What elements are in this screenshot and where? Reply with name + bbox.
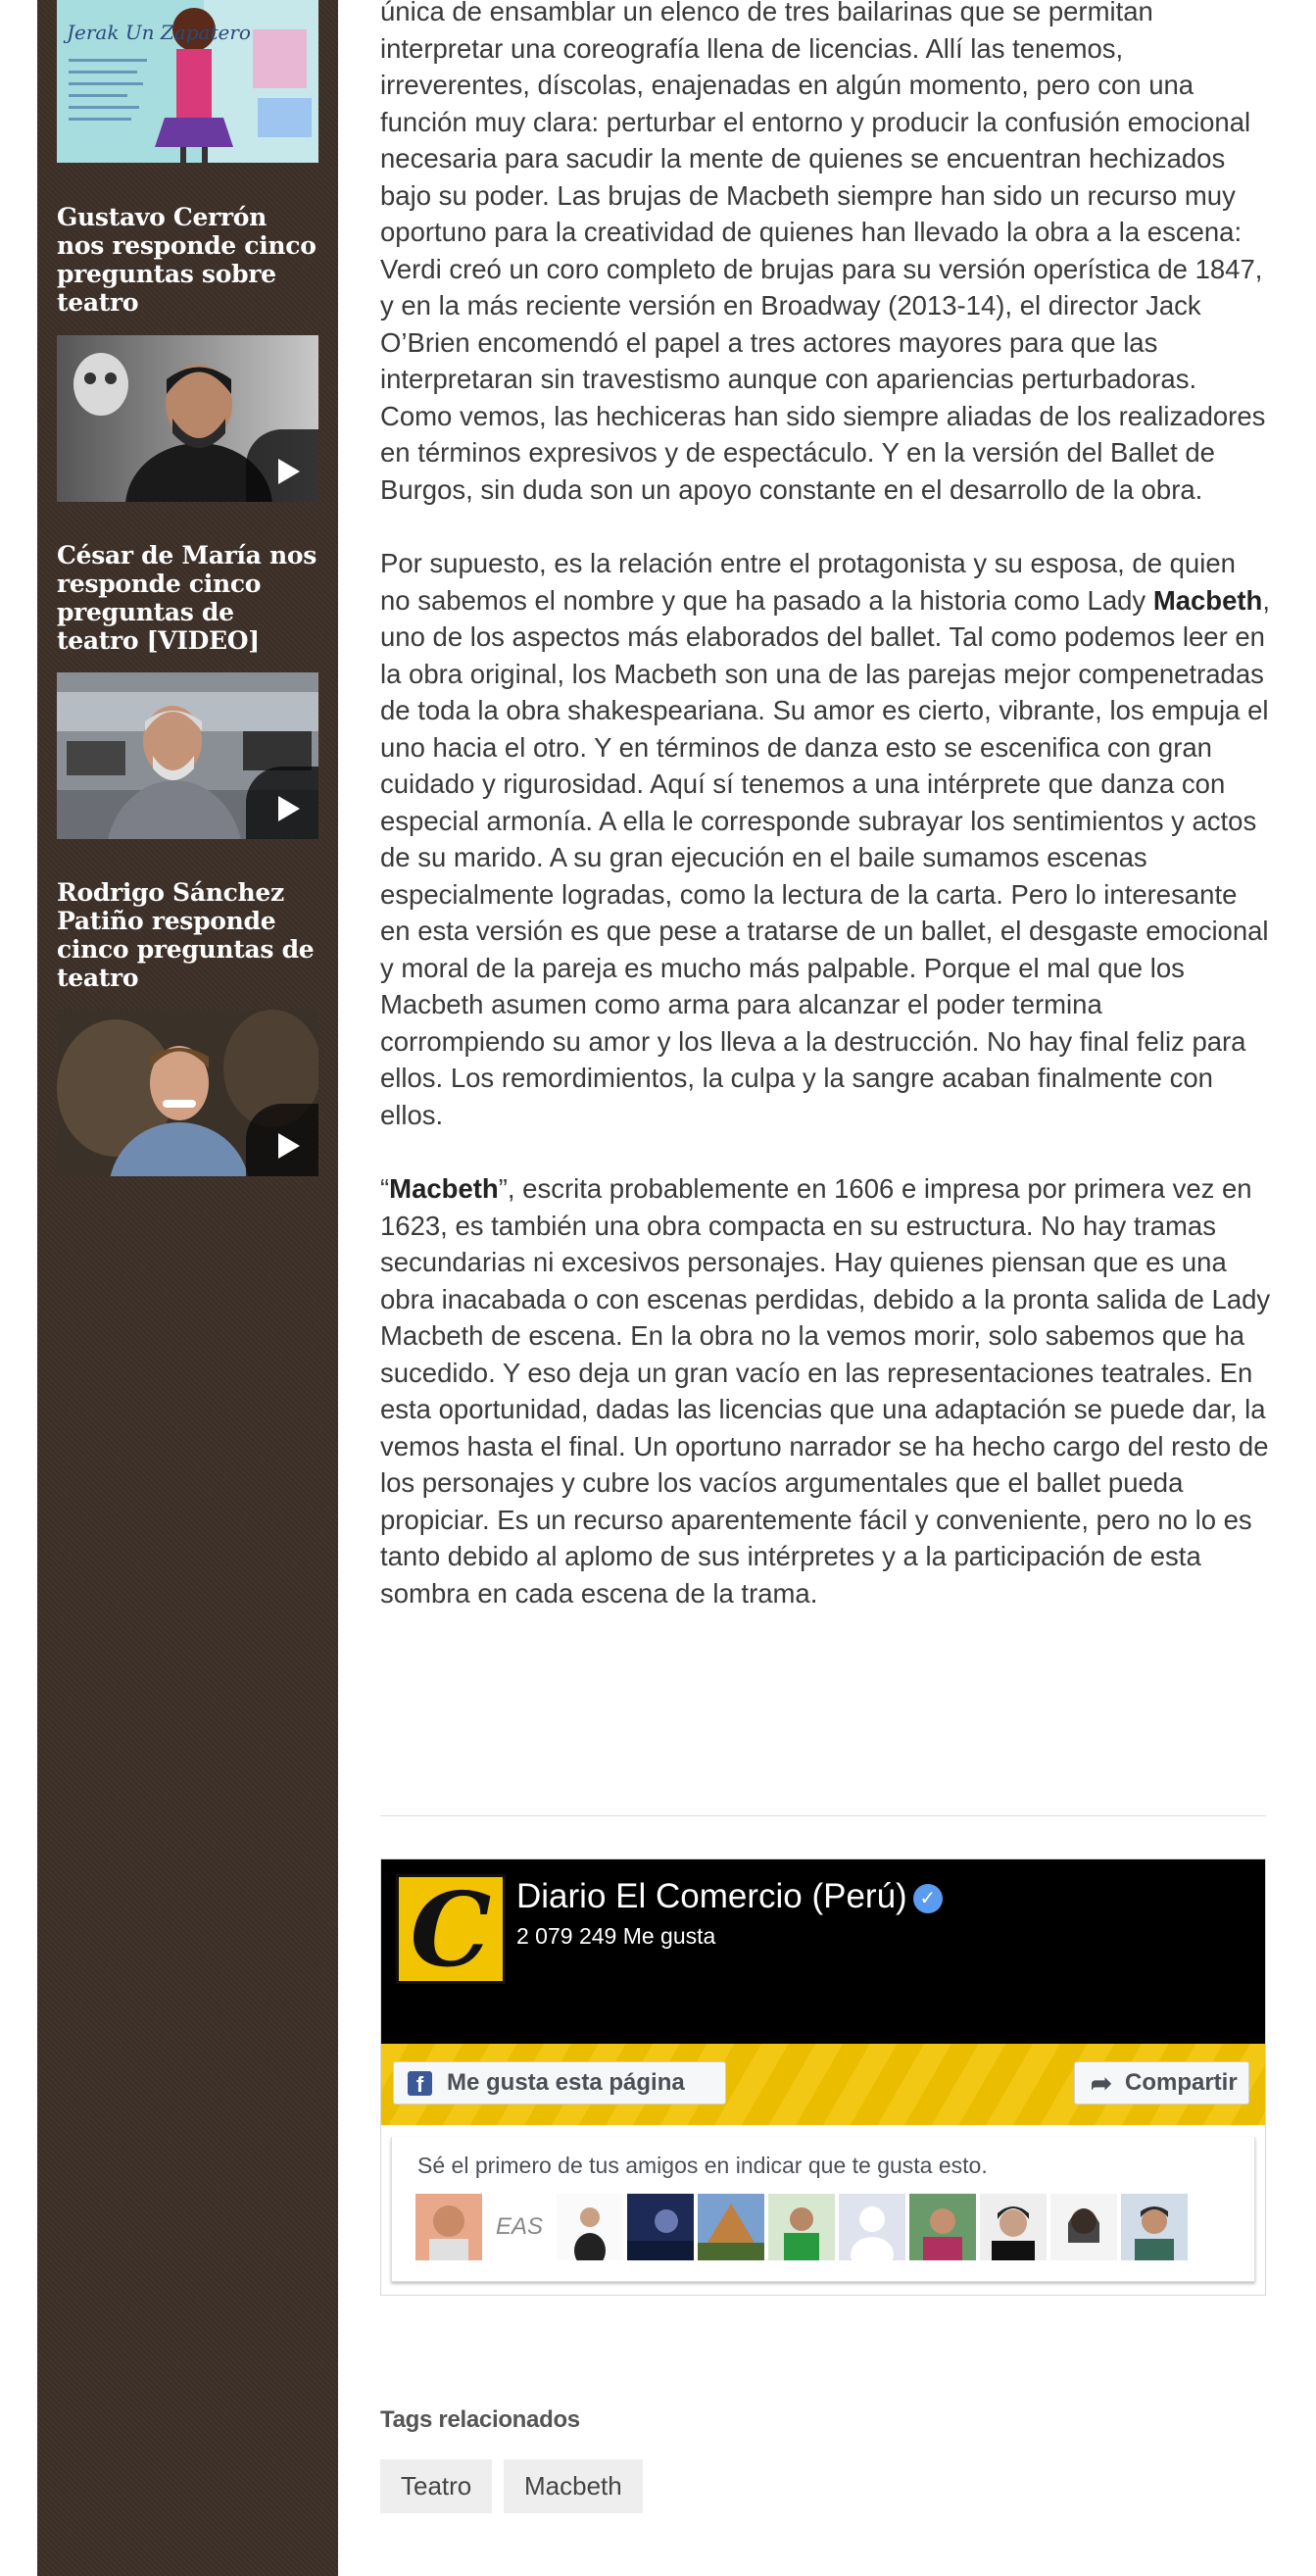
page-name[interactable] <box>516 1875 943 1918</box>
related-item-title[interactable]: Rodrigo Sánchez Patiño responde cinco preguntas de teatro <box>57 878 315 992</box>
page-likes-count: 2 079 249 Me gusta <box>516 1923 716 1949</box>
fan-avatar[interactable] <box>980 2194 1047 2260</box>
article-paragraph-3 <box>380 1170 1272 1611</box>
poster-text: Jerak Un Zapatero <box>67 21 251 44</box>
bold-keyword[interactable]: Macbeth <box>1152 584 1263 616</box>
related-video-thumbnail-2[interactable] <box>57 672 318 839</box>
share-label: Compartir <box>1125 2069 1238 2096</box>
tag-teatro[interactable]: Teatro <box>380 2459 492 2513</box>
fan-avatar[interactable] <box>627 2194 694 2260</box>
like-page-label: Me gusta esta página <box>447 2069 685 2096</box>
fb-cover[interactable] <box>381 1859 1265 2044</box>
fan-avatar[interactable] <box>486 2194 553 2260</box>
share-button[interactable] <box>1074 2061 1249 2105</box>
facebook-icon: f <box>408 2071 432 2096</box>
facebook-page-widget <box>380 1858 1266 2296</box>
verified-icon: ✓ <box>913 1884 943 1913</box>
related-item-title[interactable]: César de María nos responde cinco preguntas de teatro [VIDEO] <box>57 541 317 655</box>
poster-illustration <box>57 0 318 163</box>
tag-macbeth[interactable]: Macbeth <box>504 2459 643 2513</box>
play-icon[interactable] <box>246 1104 318 1176</box>
paragraph-text: ”, escrita probablemente en 1606 e impresa por primera vez en 1623, es también una obra compacta en su estructura. No hay tramas secundarias ni excesivos personajes. Hay quienes piensan que es una obra inacabada o con escenas perdidas, debido a la pronta salida de Lady Macbeth de escena. En la obra no la vemos morir, solo sabemos que ha sucedido. Y eso deja un gran vacío en las representaciones teatrales. En esta oportunidad, dadas las licencias que una adaptación se puede dar, la vemos hasta el final. Un oportuno narrador se ha hecho cargo del resto de los personajes y cubre los vacíos argumentales que el ballet pueda propiciar. Es un recurso aparentemente fácil y conveniente, pero no lo es tanto debido al aplomo de sus intérpretes y a la participación de esta sombra en cada escena de la trama. <box>380 1173 1271 1609</box>
page-name-text[interactable]: Diario El Comercio (Perú) <box>516 1877 907 1915</box>
related-thumbnail-top[interactable] <box>57 0 318 163</box>
related-video-thumbnail-3[interactable] <box>57 1010 318 1176</box>
paragraph-text: “ <box>380 1173 390 1204</box>
article-paragraph-1: única de ensamblar un elenco de tres bailarinas que se permitan interpretar una coreografía llena de licencias. Allí las tenemos, irreverentes, díscolas, enajenadas en algún momento, pero con una función muy clara: perturbar el entorno y producir la confusión emocional necesaria para sacudir la mente de quienes se encuentran hechizados bajo su poder. Las brujas de Macbeth siempre han sido un recurso muy oportuno para la creatividad de quienes han llevado la obra a la escena: Verdi creó un coro completo de brujas para su versión operística de 1847, y en la más reciente versión en Broadway (2013-14), el director Jack O’Brien encomendó el papel a tres actores mayores para que las interpretaran sin travestismo aunque con apariencias perturbadoras. Como vemos, las hechiceras han sido siempre aliadas de los realizadores en términos expresivos y de espectáculo. Y en la versión del Ballet de Burgos, sin duda son un apoyo constante en el desarrollo de la obra. <box>380 0 1266 505</box>
fan-avatar[interactable] <box>839 2194 905 2260</box>
related-sidebar <box>37 0 338 2576</box>
fan-avatar[interactable] <box>415 2194 482 2260</box>
avatar-text: EAS <box>495 2213 544 2240</box>
fan-avatar[interactable] <box>768 2194 835 2260</box>
article-body <box>380 0 1272 1649</box>
fan-avatar[interactable] <box>1121 2194 1188 2260</box>
related-item-title[interactable]: Gustavo Cerrón nos responde cinco preguntas sobre teatro <box>57 203 317 317</box>
page-logo[interactable] <box>396 1869 506 1990</box>
paragraph-text: Por supuesto, es la relación entre el protagonista y su esposa, de quien no sabemos el nombre y que ha pasado a la historia como Lady <box>380 548 1236 616</box>
fan-avatar[interactable] <box>909 2194 976 2260</box>
fb-action-bar <box>381 2044 1265 2125</box>
fb-friends-box <box>391 2137 1255 2282</box>
logo-letter: C <box>410 1869 492 1990</box>
paragraph-text: , uno de los aspectos más elaborados del ballet. Tal como podemos leer en la obra original, los Macbeth son una de las parejas mejor compenetradas de toda la obra shakespeariana. Su amor es cierto, vibrante, los empuja el uno hacia el otro. Y en términos de danza esto se escenifica con gran cuidado y rigurosidad. Aquí sí tenemos a una intérprete que danza con especial armonía. A ella le corresponde subrayar los sentimientos y actos de su marido. A su gran ejecución en el baile sumamos escenas especialmente logradas, como la lectura de la carta. Pero lo interesante en esta versión es que pese a tratarse de un ballet, el desgaste emocional y moral de la pareja es mucho más palpable. Porque el mal que los Macbeth asumen como arma para alcanzar el poder termina corrompiendo su amor y los lleva a la destrucción. No hay final feliz para ellos. Los remordimientos, la culpa y la sangre acaban finalmente con ellos. <box>380 584 1270 1130</box>
article-paragraph-2 <box>380 545 1272 1133</box>
related-video-thumbnail-1[interactable] <box>57 335 318 502</box>
fan-avatar[interactable] <box>557 2194 623 2260</box>
like-page-button[interactable] <box>393 2061 726 2105</box>
share-arrow-icon: ➦ <box>1091 2068 1112 2098</box>
bold-keyword[interactable]: Macbeth <box>389 1173 499 1204</box>
related-item-3[interactable] <box>57 878 318 992</box>
related-tags-title: Tags relacionados <box>380 2406 580 2433</box>
fan-avatar[interactable] <box>1050 2194 1117 2260</box>
divider <box>380 1815 1266 1816</box>
play-icon[interactable] <box>246 767 318 839</box>
fan-avatar[interactable] <box>698 2194 764 2260</box>
related-item-1[interactable] <box>57 203 318 317</box>
friends-like-text: Sé el primero de tus amigos en indicar que te gusta esto. <box>417 2153 988 2178</box>
related-item-2[interactable] <box>57 541 318 655</box>
play-icon[interactable] <box>246 429 318 502</box>
